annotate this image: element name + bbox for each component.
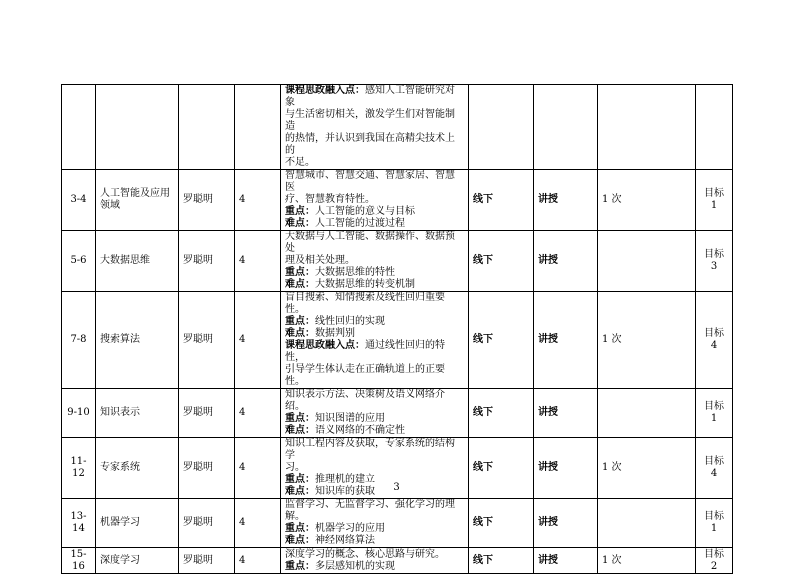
content-line-label: 难点： — [285, 486, 315, 497]
content-line-text: 引导学生体认走在正确轨道上的正要性。 — [285, 364, 445, 387]
content-line-text: 线性回归的实现 — [315, 316, 385, 327]
chapter-title-cell: 专家系统 — [96, 438, 179, 499]
teacher-cell: 罗聪明 — [179, 170, 235, 231]
teaching-mode-cell: 线下 — [469, 499, 534, 548]
schedule-body — [62, 85, 733, 574]
frequency-cell — [598, 85, 696, 170]
table-row — [62, 499, 733, 548]
content-line-label: 难点： — [285, 218, 315, 229]
content-line — [285, 523, 464, 535]
target-cell: 目标 1 — [696, 499, 733, 548]
teaching-mode-cell: 线下 — [469, 548, 534, 574]
frequency-cell: 1 次 — [598, 170, 696, 231]
content-line — [285, 364, 464, 388]
table-row — [62, 231, 733, 292]
chapter-title-cell: 大数据思维 — [96, 231, 179, 292]
content-line — [285, 340, 464, 364]
teaching-method-cell: 讲授 — [534, 292, 598, 389]
content-line — [285, 549, 464, 561]
teacher-cell: 罗聪明 — [179, 292, 235, 389]
teaching-method-cell — [534, 85, 598, 170]
content-line — [285, 157, 464, 169]
chapter-title-cell: 搜索算法 — [96, 292, 179, 389]
week-cell: 15-16 — [62, 548, 96, 574]
table-row — [62, 170, 733, 231]
content-line-text: 知识工程内容及获取，专家系统的结构学 — [285, 438, 455, 461]
content-cell — [281, 231, 469, 292]
teacher-cell: 罗聪明 — [179, 438, 235, 499]
content-line — [285, 413, 464, 425]
chapter-title-cell: 知识表示 — [96, 389, 179, 438]
content-line-text: 感知人工智能研究对象 — [285, 85, 455, 108]
content-line — [285, 438, 464, 462]
content-line-text: 盲目搜索、知情搜索及线性回归重要性。 — [285, 292, 445, 315]
content-line-label: 重点： — [285, 316, 315, 327]
teaching-mode-cell: 线下 — [469, 438, 534, 499]
week-cell: 11-12 — [62, 438, 96, 499]
teaching-method-cell: 讲授 — [534, 389, 598, 438]
teaching-method-cell: 讲授 — [534, 438, 598, 499]
content-line-label: 难点： — [285, 535, 315, 546]
content-line-text: 大数据思维的特性 — [315, 267, 395, 278]
course-schedule-table — [61, 84, 733, 574]
teacher-cell — [179, 85, 235, 170]
content-line-label: 重点： — [285, 267, 315, 278]
content-line-text: 知识图谱的应用 — [315, 413, 385, 424]
content-cell — [281, 389, 469, 438]
teacher-cell: 罗聪明 — [179, 389, 235, 438]
content-line-label: 重点： — [285, 560, 315, 572]
content-line-text: 数据判别 — [315, 328, 355, 339]
chapter-title-cell — [96, 85, 179, 170]
content-line — [285, 561, 464, 573]
content-line-text: 疗、智慧教育特性。 — [285, 194, 375, 205]
hours-cell: 4 — [235, 389, 281, 438]
content-line-text: 机器学习的应用 — [315, 523, 385, 534]
content-line — [285, 279, 464, 291]
content-line-text: 的热情，并认识到我国在高精尖技术上的 — [285, 133, 455, 156]
content-line — [285, 389, 464, 413]
week-cell: 9-10 — [62, 389, 96, 438]
target-cell: 目标 1 — [696, 389, 733, 438]
content-line — [285, 206, 464, 218]
content-line — [285, 328, 464, 340]
content-line — [285, 133, 464, 157]
teaching-mode-cell — [469, 85, 534, 170]
teaching-method-cell: 讲授 — [534, 499, 598, 548]
content-line-text: 推理机的建立 — [315, 474, 375, 485]
teacher-cell: 罗聪明 — [179, 548, 235, 574]
teaching-method-cell: 讲授 — [534, 170, 598, 231]
content-line — [285, 255, 464, 267]
frequency-cell: 1 次 — [598, 548, 696, 574]
content-cell — [281, 85, 469, 170]
target-cell: 目标 4 — [696, 292, 733, 389]
target-cell: 目标 2 — [696, 548, 733, 574]
content-line-label: 重点： — [285, 523, 315, 534]
page-number: 3 — [393, 482, 400, 493]
target-cell: 目标 3 — [696, 231, 733, 292]
target-cell — [696, 85, 733, 170]
frequency-cell: 1 次 — [598, 438, 696, 499]
table-row — [62, 389, 733, 438]
content-line-text: 通过线性回归的特性， — [285, 340, 445, 363]
week-cell: 5-6 — [62, 231, 96, 292]
content-line — [285, 194, 464, 206]
content-line-label: 重点： — [285, 206, 315, 217]
content-line-label: 难点： — [285, 328, 315, 339]
week-cell: 3-4 — [62, 170, 96, 231]
content-line-text: 知识库的获取 — [315, 486, 375, 497]
teaching-mode-cell: 线下 — [469, 389, 534, 438]
content-line — [285, 316, 464, 328]
teacher-cell: 罗聪明 — [179, 499, 235, 548]
content-line-text: 神经网络算法 — [315, 535, 375, 546]
content-cell — [281, 170, 469, 231]
content-line — [285, 462, 464, 474]
content-line-label: 难点： — [285, 425, 315, 436]
table-row — [62, 292, 733, 389]
chapter-title-cell: 人工智能及应用领域 — [96, 170, 179, 231]
content-cell — [281, 292, 469, 389]
hours-cell: 4 — [235, 292, 281, 389]
content-line — [285, 535, 464, 547]
content-line — [285, 292, 464, 316]
content-line-text: 知识表示方法、决策树及语义网络介绍。 — [285, 389, 445, 412]
content-line-text: 智慧城市、智慧交通、智慧家居、智慧医 — [285, 170, 455, 193]
target-cell: 目标 1 — [696, 170, 733, 231]
teaching-method-cell: 讲授 — [534, 231, 598, 292]
content-line-text: 人工智能的意义与目标 — [315, 206, 415, 217]
frequency-cell — [598, 231, 696, 292]
chapter-title-cell: 深度学习 — [96, 548, 179, 574]
week-cell: 7-8 — [62, 292, 96, 389]
content-line-text: 不足。 — [285, 157, 315, 168]
content-line-text: 习。 — [285, 462, 305, 473]
hours-cell: 4 — [235, 170, 281, 231]
frequency-cell — [598, 389, 696, 438]
content-line — [285, 425, 464, 437]
content-line-label: 重点： — [285, 413, 315, 424]
hours-cell: 4 — [235, 231, 281, 292]
frequency-cell: 1 次 — [598, 292, 696, 389]
content-line — [285, 218, 464, 230]
target-cell: 目标 4 — [696, 438, 733, 499]
content-line — [285, 267, 464, 279]
content-line-text: 理及相关处理。 — [285, 255, 355, 266]
hours-cell: 4 — [235, 438, 281, 499]
content-line-text: 大数据思维的转变机制 — [315, 279, 415, 290]
content-line-text: 大数据与人工智能、数据操作、数据预处 — [285, 231, 455, 254]
week-cell: 13-14 — [62, 499, 96, 548]
teaching-method-cell: 讲授 — [534, 548, 598, 574]
teacher-cell: 罗聪明 — [179, 231, 235, 292]
teaching-mode-cell: 线下 — [469, 231, 534, 292]
content-line — [285, 85, 464, 109]
content-line — [285, 231, 464, 255]
chapter-title-cell: 机器学习 — [96, 499, 179, 548]
week-cell — [62, 85, 96, 170]
content-line-text: 监督学习、无监督学习、强化学习的理解。 — [285, 499, 455, 522]
table-row — [62, 85, 733, 170]
teaching-mode-cell: 线下 — [469, 292, 534, 389]
content-line-text: 深度学习的概念、核心思路与研究。 — [285, 548, 445, 560]
hours-cell — [235, 85, 281, 170]
content-line-text: 与生活密切相关，激发学生们对智能制造 — [285, 109, 455, 132]
content-line-text: 人工智能的过渡过程 — [315, 218, 405, 229]
hours-cell: 4 — [235, 499, 281, 548]
frequency-cell — [598, 499, 696, 548]
content-line-text: 多层感知机的实现 — [315, 560, 395, 572]
content-line — [285, 109, 464, 133]
content-line-text: 语义网络的不确定性 — [315, 425, 405, 436]
content-line — [285, 499, 464, 523]
content-line-label: 重点： — [285, 474, 315, 485]
content-cell — [281, 499, 469, 548]
content-line-label: 课程思政融入点： — [285, 340, 365, 351]
content-line-label: 课程思政融入点： — [285, 85, 365, 96]
hours-cell: 4 — [235, 548, 281, 574]
content-line — [285, 170, 464, 194]
content-line-label: 难点： — [285, 279, 315, 290]
teaching-mode-cell: 线下 — [469, 170, 534, 231]
